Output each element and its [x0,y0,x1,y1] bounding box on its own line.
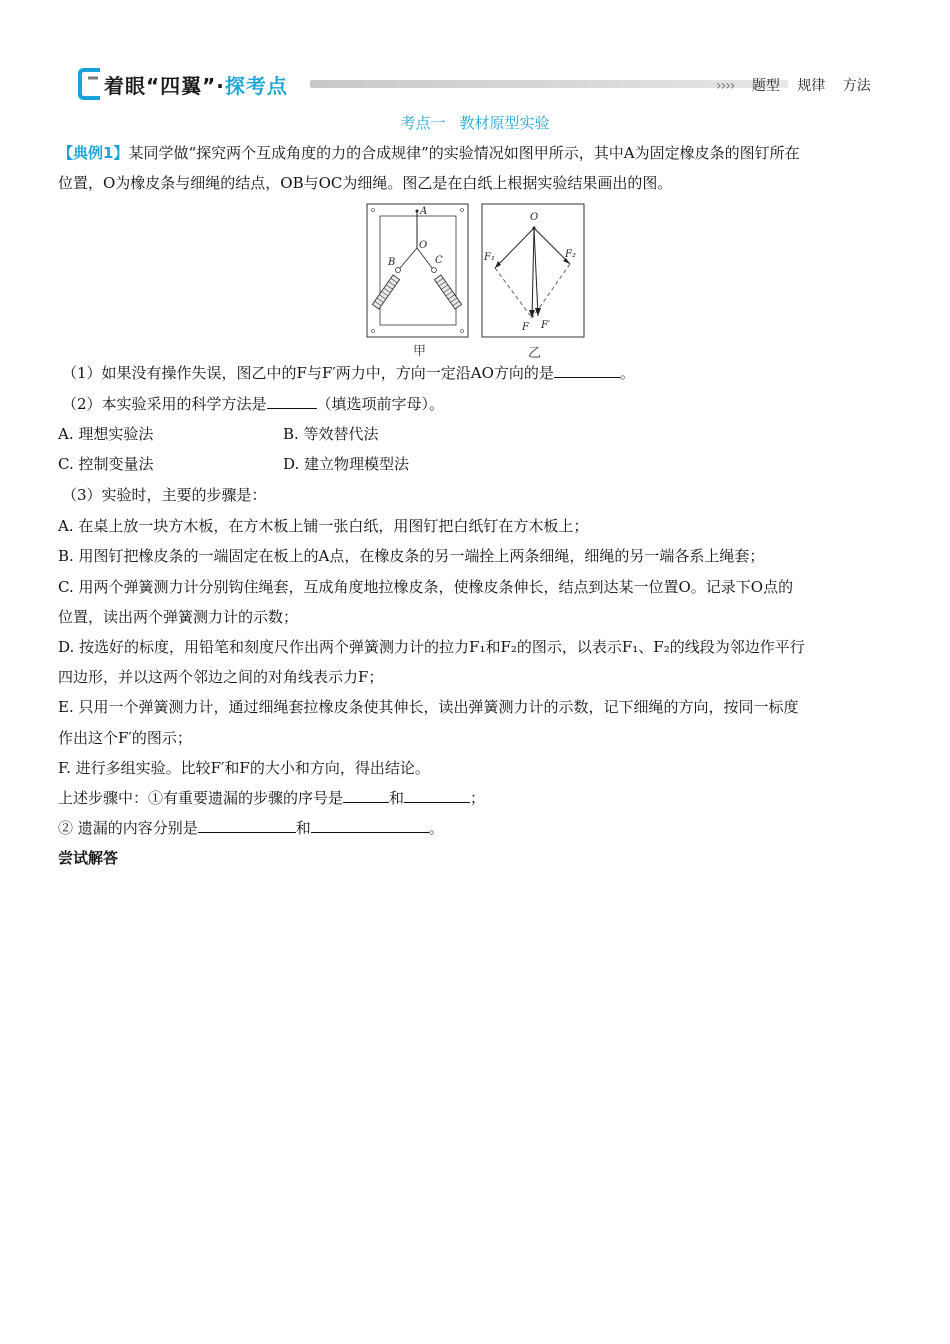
header-link-methods[interactable]: 方法 [842,78,871,94]
answer-blank-q2[interactable] [267,394,317,409]
step-a: A. 在桌上放一块方木板，在方木板上铺一张白纸，用图钉把白纸钉在方木板上； [58,517,589,535]
label-C: C [435,255,443,266]
header-link-rules[interactable]: 规律 [797,78,826,94]
step-d-line-1: D. 按选好的标度，用铅笔和刻度尺作出两个弹簧测力计的拉力F₁和F₂的图示，以表示F₁、F₂的线段为邻边作平行 [58,638,805,656]
bracket-logo-icon [78,68,104,100]
label-F-prime: F′ [541,320,551,331]
example-tag: 【典例1】 [58,144,129,162]
option-b: B. 等效替代法 [283,425,379,443]
label-F2: F₂ [565,249,576,260]
answer-label: 尝试解答 [58,849,119,867]
options-row-1 [58,423,898,445]
step-b: B. 用图钉把橡皮条的一端固定在板上的A点，在橡皮条的另一端拴上两条细绳，细绳的另一端各系上绳套； [58,547,765,565]
step-e-line-1: E. 只用一个弹簧测力计，通过细绳套拉橡皮条使其伸长，读出弹簧测力计的示数，记下细绳的方向，按同一标度 [58,698,799,716]
label-F: F [522,322,529,333]
label-O-left: O [419,240,428,251]
answer-blank-q1[interactable] [554,363,620,378]
step-f: F. 进行多组实验。比较F′和F的大小和方向，得出结论。 [58,759,430,777]
question-3: （3）实验时，主要的步骤是： [62,486,267,504]
label-B: B [388,257,396,268]
header-title: 着眼“四翼”·探考点 [104,74,288,98]
answer-blank-missing-step-2[interactable] [404,788,470,803]
caption-jia: 甲 [413,344,427,359]
answer-blank-missing-step-1[interactable] [343,788,389,803]
section-title: 考点一 教材原型实验 [400,114,550,132]
figure-right-panel [482,204,584,337]
answer-blank-missing-content-1[interactable] [198,818,296,833]
header-link-types[interactable]: 题型 [751,78,780,94]
question-2: （2）本实验采用的科学方法是 （填选项前字母）。 [62,395,445,413]
label-A: A [420,206,428,217]
options-row-2 [58,453,898,475]
example-intro-line-2: 位置，O为橡皮条与细绳的结点，OB与OC为细绳。图乙是在白纸上根据实验结果画出的图。 [58,174,673,192]
step-c-line-1: C. 用两个弹簧测力计分别钩住绳套，互成角度地拉橡皮条，使橡皮条伸长，结点到达某一位置O。记录下O点的 [58,578,794,596]
example-intro-line-1: 【典例1】某同学做“探究两个互成角度的力的合成规律”的实验情况如图甲所示，其中A为固定橡皮条的图钉所在 [58,144,800,162]
header-title-highlight: 探考点 [224,74,288,98]
question-1: （1）如果没有操作失误，图乙中的F与F′两力中，方向一定沿AO方向的是 。 [62,364,635,382]
step-d-line-2: 四边形，并以这两个邻边之间的对角线表示力F； [58,668,384,686]
option-a: A. 理想实验法 [58,425,154,443]
page-header [78,68,878,100]
header-links [716,75,871,95]
step-c-line-2: 位置，读出两个弹簧测力计的示数； [58,608,299,626]
option-d: D. 建立物理模型法 [283,455,410,473]
figure-svg [360,200,590,360]
experiment-figure [360,200,590,360]
summary-2: ② 遗漏的内容分别是 和 。 [58,819,444,837]
step-e-line-2: 作出这个F′的图示； [58,729,192,747]
label-F1: F₁ [484,252,495,263]
chevrons-icon: ›››› [716,78,735,94]
answer-blank-missing-content-2[interactable] [311,818,429,833]
summary-1: 上述步骤中：①有重要遗漏的步骤的序号是 和 ； [58,789,486,807]
label-O-right: O [530,212,539,223]
option-c: C. 控制变量法 [58,455,154,473]
figure-left-panel [367,204,468,337]
caption-yi: 乙 [528,346,542,361]
